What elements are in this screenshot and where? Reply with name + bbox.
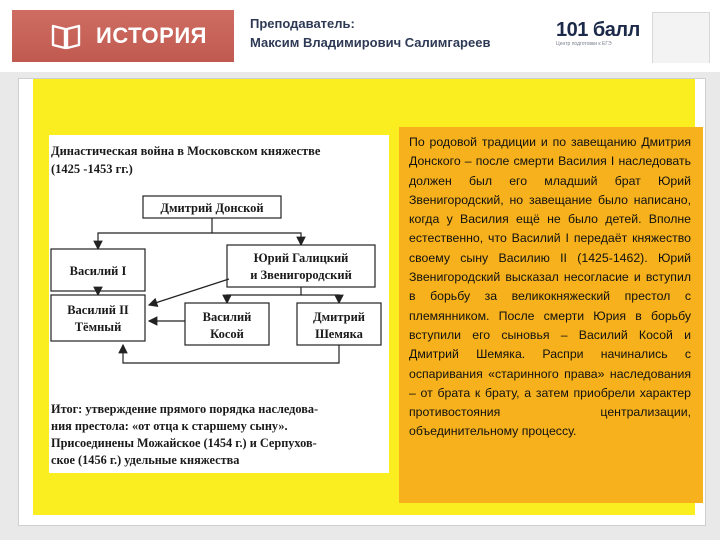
node-vasily-2-line2: Тёмный [74,320,122,334]
node-dmitry-shemyaka-line1: Дмитрий [313,310,365,324]
arrow-yury-kosoy [227,287,301,303]
result-line-2: ния престола: «от отца к старшему сыну». [51,419,288,433]
explanation-text: По родовой традиции и по завещанию Дмитрия Донского – после смерти Василия I наследовать должен был его младший брат Юрий Звенигородский, но завещание было написано, когда у Василия ещё не было детей. Вполне естественно, что Василий I передаёт княжество своему сыну Василию II (1425-1462). Юрий Звенигородский высказал несогласие и вступил в борьбу за великокняжеский престол с племянником. После смерти Юрия в борьбу вступили его сыновья – Василий Косой и Дмитрий Шемяка. Распри начинались с оспаривания «старинного права» наследования – от брата к брату, а затем приобрели характер противостояния централизации, объединительному процессу. [409,135,691,439]
arrow-shemyaka-vasily2 [123,345,339,363]
logo-subtitle: Центр подготовки к ЕГЭ [556,41,612,47]
slide [18,78,706,526]
subject-title: ИСТОРИЯ [96,23,207,48]
explanation-box [399,127,703,503]
node-vasily-kosoy-line2: Косой [210,327,244,341]
node-yury-line1: Юрий Галицкий [253,251,349,265]
result-line-1: Итог: утверждение прямого порядка наследова- [51,402,319,416]
header [0,0,720,72]
scan-title-line1: Династическая война в Московском княжестве [51,144,321,158]
node-dmitry-donskoy: Дмитрий Донской [160,201,264,215]
subject-banner [12,10,234,62]
arrow-donskoy-yury [212,233,301,245]
book-icon [50,22,82,55]
node-dmitry-shemyaka-line2: Шемяка [315,327,363,341]
arrow-yury-shemyaka [301,295,339,303]
node-yury-line2: и Звенигородский [250,268,352,282]
node-vasily-2-line1: Василий II [67,303,129,317]
corner-tab [652,12,710,63]
arrow-donskoy-vasily1 [98,218,212,249]
arrow-yury-vasily2 [149,279,229,305]
teacher-info [250,14,490,52]
teacher-label: Преподаватель: [250,16,355,31]
logo-main-text: 101 балл [556,19,640,41]
slide-background [33,79,695,515]
node-vasily-kosoy-line1: Василий [202,310,252,324]
textbook-scan [49,135,389,473]
scan-title-line2: (1425 -1453 гг.) [51,162,133,176]
school-logo [556,20,640,47]
result-line-4: ское (1456 г.) удельные княжества [51,453,240,467]
node-vasily-1: Василий I [69,264,127,278]
node-box-vasily-2 [51,295,145,341]
result-line-3: Присоединены Можайское (1454 г.) и Серпухов- [51,436,317,450]
teacher-name: Максим Владимирович Салимгареев [250,35,491,50]
